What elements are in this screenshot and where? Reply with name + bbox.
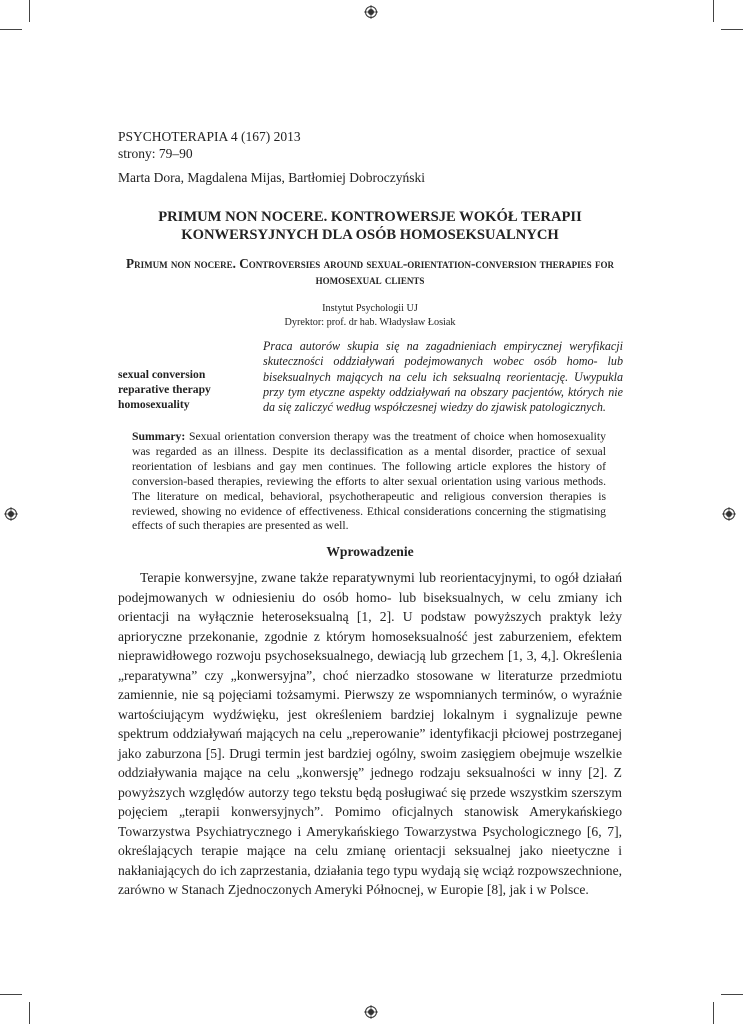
director: Dyrektor: prof. dr hab. Władysław Łosiak <box>284 317 456 328</box>
crop-mark-bottom-right-h <box>721 994 743 995</box>
crop-mark-top-right-h <box>721 29 743 30</box>
crop-mark-bottom-left-h <box>0 994 22 995</box>
keyword: homosexuality <box>118 398 190 411</box>
keywords <box>118 367 211 412</box>
abstract-polish: Praca autorów skupia się na zagadnieniach empirycznej weryfikacji skuteczności oddziaływań podejmowanych wobec osób homo- lub biseksualnych mających na celu ich seksualną reorientację. Uwypukla przy tym etyczne aspekty oddziaływań na obszary pacjentów, których nie da się zaliczyć według współczesnej wiedzy do zjawisk patologicznych. <box>263 339 623 415</box>
crop-mark-bottom-right <box>713 1002 714 1024</box>
registration-mark-icon <box>4 507 18 521</box>
keyword: sexual conversion <box>118 368 206 381</box>
summary-label: Summary: <box>132 430 186 443</box>
section-heading: Wprowadzenie <box>326 544 414 559</box>
crop-mark-bottom-left <box>29 1002 30 1024</box>
authors: Marta Dora, Magdalena Mijas, Bartłomiej Dobroczyński <box>118 170 426 185</box>
journal-info <box>118 128 301 162</box>
registration-mark-icon <box>722 507 736 521</box>
affiliation <box>118 302 622 330</box>
crop-mark-top-left-h <box>0 29 22 30</box>
keyword: reparative therapy <box>118 383 211 396</box>
institute: Instytut Psychologii UJ <box>322 303 418 314</box>
body-paragraph: Terapie konwersyjne, zwane także reparatywnymi lub reorientacyjnymi, to ogół działań podejmowanych w odniesieniu do osób homo- lub biseksualnych, w celu zmiany ich orientacji na wyłącznie heteroseksualną [1, 2]. U podstaw powyższych praktyk leży aprioryczne przekonanie, zgodnie z którym homoseksualność jest zaburzeniem, efektem nieprawidłowego rozwoju psychoseksualnego, dewiacją lub grzechem [1, 3, 4,]. Określenia „reparatywna” czy „konwersyjna”, choć nierzadko stosowane w literaturze przedmiotu zamiennie, nie są pojęciami tożsamymi. Pierwszy ze wspomnianych terminów, o wyraźnie wartościującym wydźwięku, jest określeniem bardziej lokalnym i sygnalizuje pewne spektrum oddziaływań mających na celu „reperowanie” identyfikacji płciowej postrzeganej jako zaburzona [5]. Drugi termin jest bardziej ogólny, swoim zasięgiem obejmuje wszelkie oddziaływania mające na celu „konwersję” jednego rodzaju seksualności w inny [2]. Z powyższych względów autorzy tego tekstu będą posługiwać się przede wszystkim szerszym pojęciem „terapii konwersyjnych”. Pomimo oficjalnych stanowisk Amerykańskiego Towarzystwa Psychiatrycznego i Amerykańskiego Towarzystwa Psychologicznego [6, 7], określających terapie mające na celu zmianę orientacji seksualnej jako nieetyczne i nakłaniających do ich zaprzestania, działania tego typu wydają się wciąż rozpowszechnione, zarówno w Stanach Zjednoczonych Ameryki Północnej, w Europie [8], jak i w Polsce. <box>118 570 622 897</box>
polish-title: PRIMUM NON NOCERE. KONTROWERSJE WOKÓŁ TERAPII KONWERSYJNYCH DLA OSÓB HOMOSEKSUALNYCH <box>158 209 582 243</box>
crop-mark-top-left <box>29 0 30 22</box>
registration-mark-icon <box>364 1005 378 1019</box>
journal-line: PSYCHOTERAPIA 4 (167) 2013 <box>118 129 301 144</box>
summary <box>132 430 606 534</box>
pages-line: strony: 79–90 <box>118 146 193 161</box>
crop-mark-top-right <box>713 0 714 22</box>
registration-mark-icon <box>364 5 378 19</box>
summary-text: Sexual orientation conversion therapy was the treatment of choice when homosexuality was regarded as an illness. Despite its declassification as a mental disorder, practice of sexual reorientation of lesbians and gay men continues. The following article explores the history of conversion-based therapies, reviewing the efforts to alter sexual orientation using various methods. The literature on medical, behavioral, psychotherapeutic and religious conversion therapies is reviewed, showing no evidence of effectiveness. Ethical considerations concerning the stigmatising effects of such therapies are presented as well. <box>132 430 606 533</box>
english-title: Primum non nocere. Controversies around sexual-orientation-conversion therapies for homosexual clients <box>126 256 614 287</box>
